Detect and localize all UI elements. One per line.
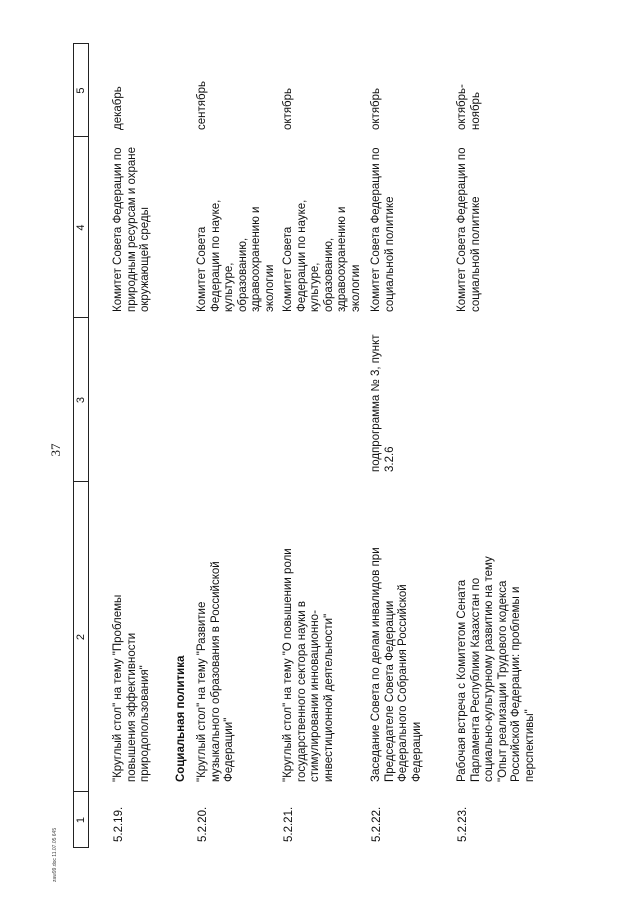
row-number: 5.2.19. bbox=[113, 806, 125, 842]
date-text: октябрь bbox=[370, 87, 382, 130]
section-heading: Социальная политика bbox=[175, 655, 187, 782]
date-text: сентябрь bbox=[196, 81, 208, 130]
event-text: Заседание Совета по делам инвалидов при Председателе Совета Федерации Федерального Собрания Российской Федерации bbox=[370, 547, 423, 782]
event-text: "Круглый стол" на тему "О повышении роли государственного сектора науки в стимулировании инновационно-инвестиционной деятельности" bbox=[282, 548, 335, 782]
event-text: "Круглый стол" на тему "Проблемы повышения эффективности природопользования" bbox=[112, 594, 151, 782]
row-number: 5.2.23. bbox=[457, 806, 469, 842]
responsible-text: Комитет Совета Федерации по природным ресурсам и охране окружающей среды bbox=[112, 147, 151, 312]
date-text: октябрь bbox=[282, 87, 294, 130]
date-text: декабрь bbox=[112, 86, 124, 130]
date-text: октябрь-ноябрь bbox=[456, 84, 482, 130]
column-number-2: 2 bbox=[75, 633, 87, 641]
responsible-text: Комитет Совета Федерации по науке, культуре, образованию, здравоохранению и экологии bbox=[282, 199, 362, 312]
event-text: "Круглый стол" на тему "Развитие музыкального образования в Российской Федерации" bbox=[196, 561, 235, 782]
header-bottom-border bbox=[88, 43, 89, 848]
program-text: подпрограмма № 3, пункт 3.2.6 bbox=[370, 334, 396, 472]
column-number-4: 4 bbox=[75, 224, 87, 231]
row-number: 5.2.20. bbox=[197, 806, 209, 842]
responsible-text: Комитет Совета Федерации по социальной политике bbox=[370, 147, 396, 312]
column-number-5: 5 bbox=[75, 87, 87, 94]
row-number: 5.2.22. bbox=[371, 806, 383, 842]
footer-code: zaw99.doc 11.07.05 645 bbox=[52, 827, 58, 882]
page-number: 37 bbox=[48, 443, 63, 457]
event-text: Рабочая встреча с Комитетом Сената Парламента Республики Казахстан по социально-культурному развитию на тему "Опыт реализации Трудового кодекса Российской Федерации: проблемы и перспективы" bbox=[456, 556, 536, 782]
row-number: 5.2.21. bbox=[283, 806, 295, 842]
column-number-1: 1 bbox=[75, 816, 87, 824]
responsible-text: Комитет Совета Федерации по социальной политике bbox=[456, 147, 482, 312]
responsible-text: Комитет Совета Федерации по науке, культуре, образованию, здравоохранению и экологии bbox=[196, 199, 276, 312]
column-number-3: 3 bbox=[75, 396, 87, 404]
